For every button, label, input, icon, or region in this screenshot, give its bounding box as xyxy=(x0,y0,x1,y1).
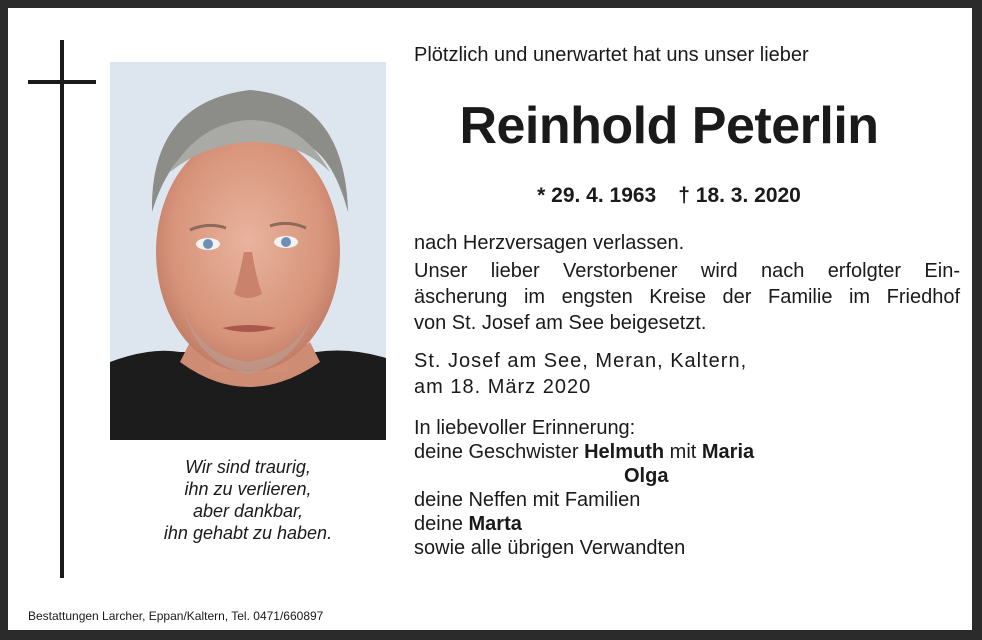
obituary-card xyxy=(8,8,972,630)
partner-prefix: deine xyxy=(414,513,463,535)
memory-intro: In liebevoller Erinnerung: xyxy=(414,417,636,439)
memorial-quote xyxy=(110,456,386,544)
siblings-line xyxy=(414,440,754,464)
sibling-name: Maria xyxy=(701,441,755,463)
mourners-list xyxy=(414,416,754,560)
death-date: † 18. 3. 2020 xyxy=(678,184,801,207)
siblings-prefix: deine Geschwister xyxy=(414,441,579,463)
nephews-line: deine Neffen mit Familien xyxy=(414,489,641,511)
paragraph-line: von St. Josef am See beigesetzt. xyxy=(414,312,707,334)
relatives-line: sowie alle übrigen Verwandten xyxy=(414,537,686,559)
paragraph-line: Unser lieber Verstorbener wird nach erfolgter Ein- xyxy=(414,260,960,282)
quote-line: Wir sind traurig, xyxy=(185,457,311,477)
quote-line: ihn zu verlieren, xyxy=(184,479,312,499)
place-line: St. Josef am See, Meran, Kaltern, xyxy=(414,350,748,372)
life-dates xyxy=(414,184,924,208)
cause-line: nach Herzversagen verlassen. xyxy=(414,232,685,254)
sibling-name: Helmuth xyxy=(584,441,665,463)
birth-date: * 29. 4. 1963 xyxy=(537,184,657,207)
intro-line: Plötzlich und unerwartet hat uns unser lieber xyxy=(414,44,809,66)
deceased-name: Reinhold Peterlin xyxy=(459,97,879,155)
quote-line: aber dankbar, xyxy=(192,501,304,521)
siblings-line-2 xyxy=(414,464,754,488)
portrait-photo xyxy=(110,62,386,440)
siblings-mid: mit xyxy=(669,441,697,463)
partner-name: Marta xyxy=(468,513,522,535)
place-and-date xyxy=(414,348,747,400)
sibling-name: Olga xyxy=(624,465,669,487)
burial-paragraph xyxy=(414,258,960,336)
date-line: am 18. März 2020 xyxy=(414,376,592,398)
paragraph-line: äscherung im engsten Kreise der Familie im Friedhof xyxy=(414,286,960,308)
quote-line: ihn gehabt zu haben. xyxy=(163,523,333,543)
partner-line xyxy=(414,512,754,536)
funeral-home-footer: Bestattungen Larcher, Eppan/Kaltern, Tel. 0471/660897 xyxy=(28,609,324,623)
